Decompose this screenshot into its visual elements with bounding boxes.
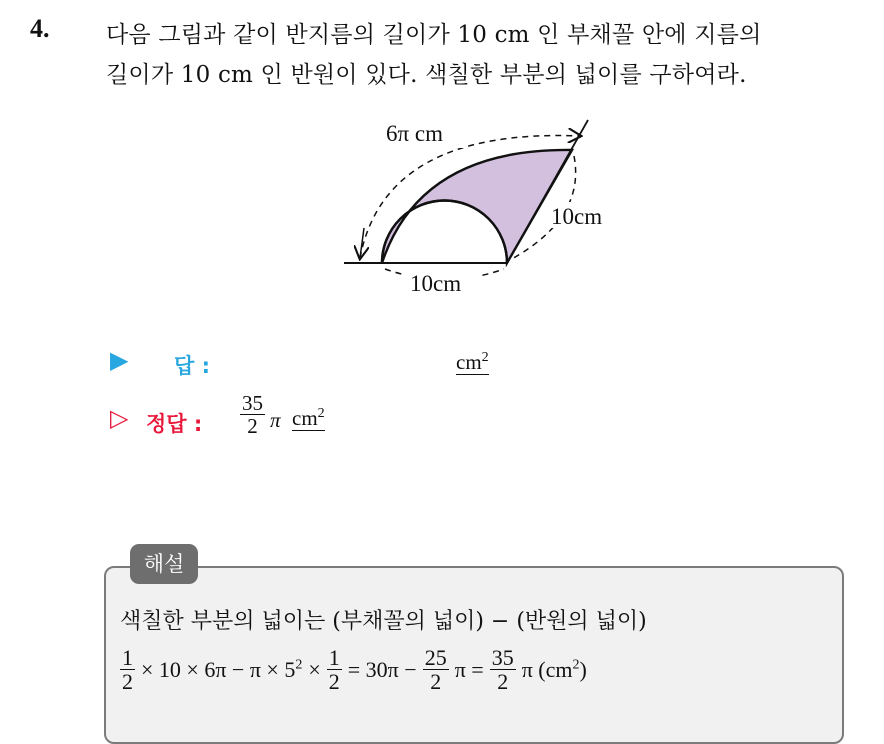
formula-term-3: = 30π −	[347, 656, 417, 682]
open-triangle-icon: ▷	[110, 404, 129, 432]
fraction-3: $\frac{25}{2}$	[424, 645, 447, 695]
sector-figure	[330, 108, 630, 308]
play-triangle-icon: ▶	[110, 346, 129, 374]
formula-term-1: × $10 \times 6\pi - \pi \times 5^2$	[141, 656, 303, 682]
answer-unit: $cm^2$	[456, 350, 489, 374]
fraction-2: $\frac{1}{2}$	[328, 645, 340, 695]
fraction-1: $\frac{1}{2}$	[122, 645, 133, 695]
formula-term-4: π =	[454, 656, 484, 682]
side-length-label: 10cm	[551, 204, 603, 229]
question-text-line-1: 다음 그림과 같이 반지름의 길이가 10 cm 인 부채꼴 안에 지름의	[106, 22, 762, 48]
arc-length-label: 6π cm	[386, 121, 443, 146]
pi-symbol: π	[270, 408, 281, 432]
base-length-label: 10cm	[410, 271, 462, 296]
correct-answer-unit: $cm^2$	[292, 406, 325, 430]
answer-row	[110, 346, 489, 378]
question-number: 4.	[30, 14, 50, 43]
formula-term-5: π $(cm^2)$	[521, 656, 587, 682]
correct-answer-fraction: $\frac{35}{2}$	[242, 391, 263, 439]
formula-times: ×	[308, 656, 321, 682]
correct-answer-label: 정답 :	[146, 412, 203, 436]
fraction-4: $\frac{35}{2}$	[491, 645, 514, 695]
explanation-line-1: 색칠한 부분의 넓이는 (부채꼴의 넓이) − (반원의 넓이)	[120, 609, 647, 634]
question-text-line-2: 길이가 10 cm 인 반원이 있다. 색칠한 부분의 넓이를 구하여라.	[106, 62, 747, 88]
shaded-region	[382, 150, 572, 263]
answer-label: 답 :	[174, 354, 210, 378]
explanation-formula	[120, 646, 587, 693]
explanation-tab: 해설	[130, 544, 198, 584]
